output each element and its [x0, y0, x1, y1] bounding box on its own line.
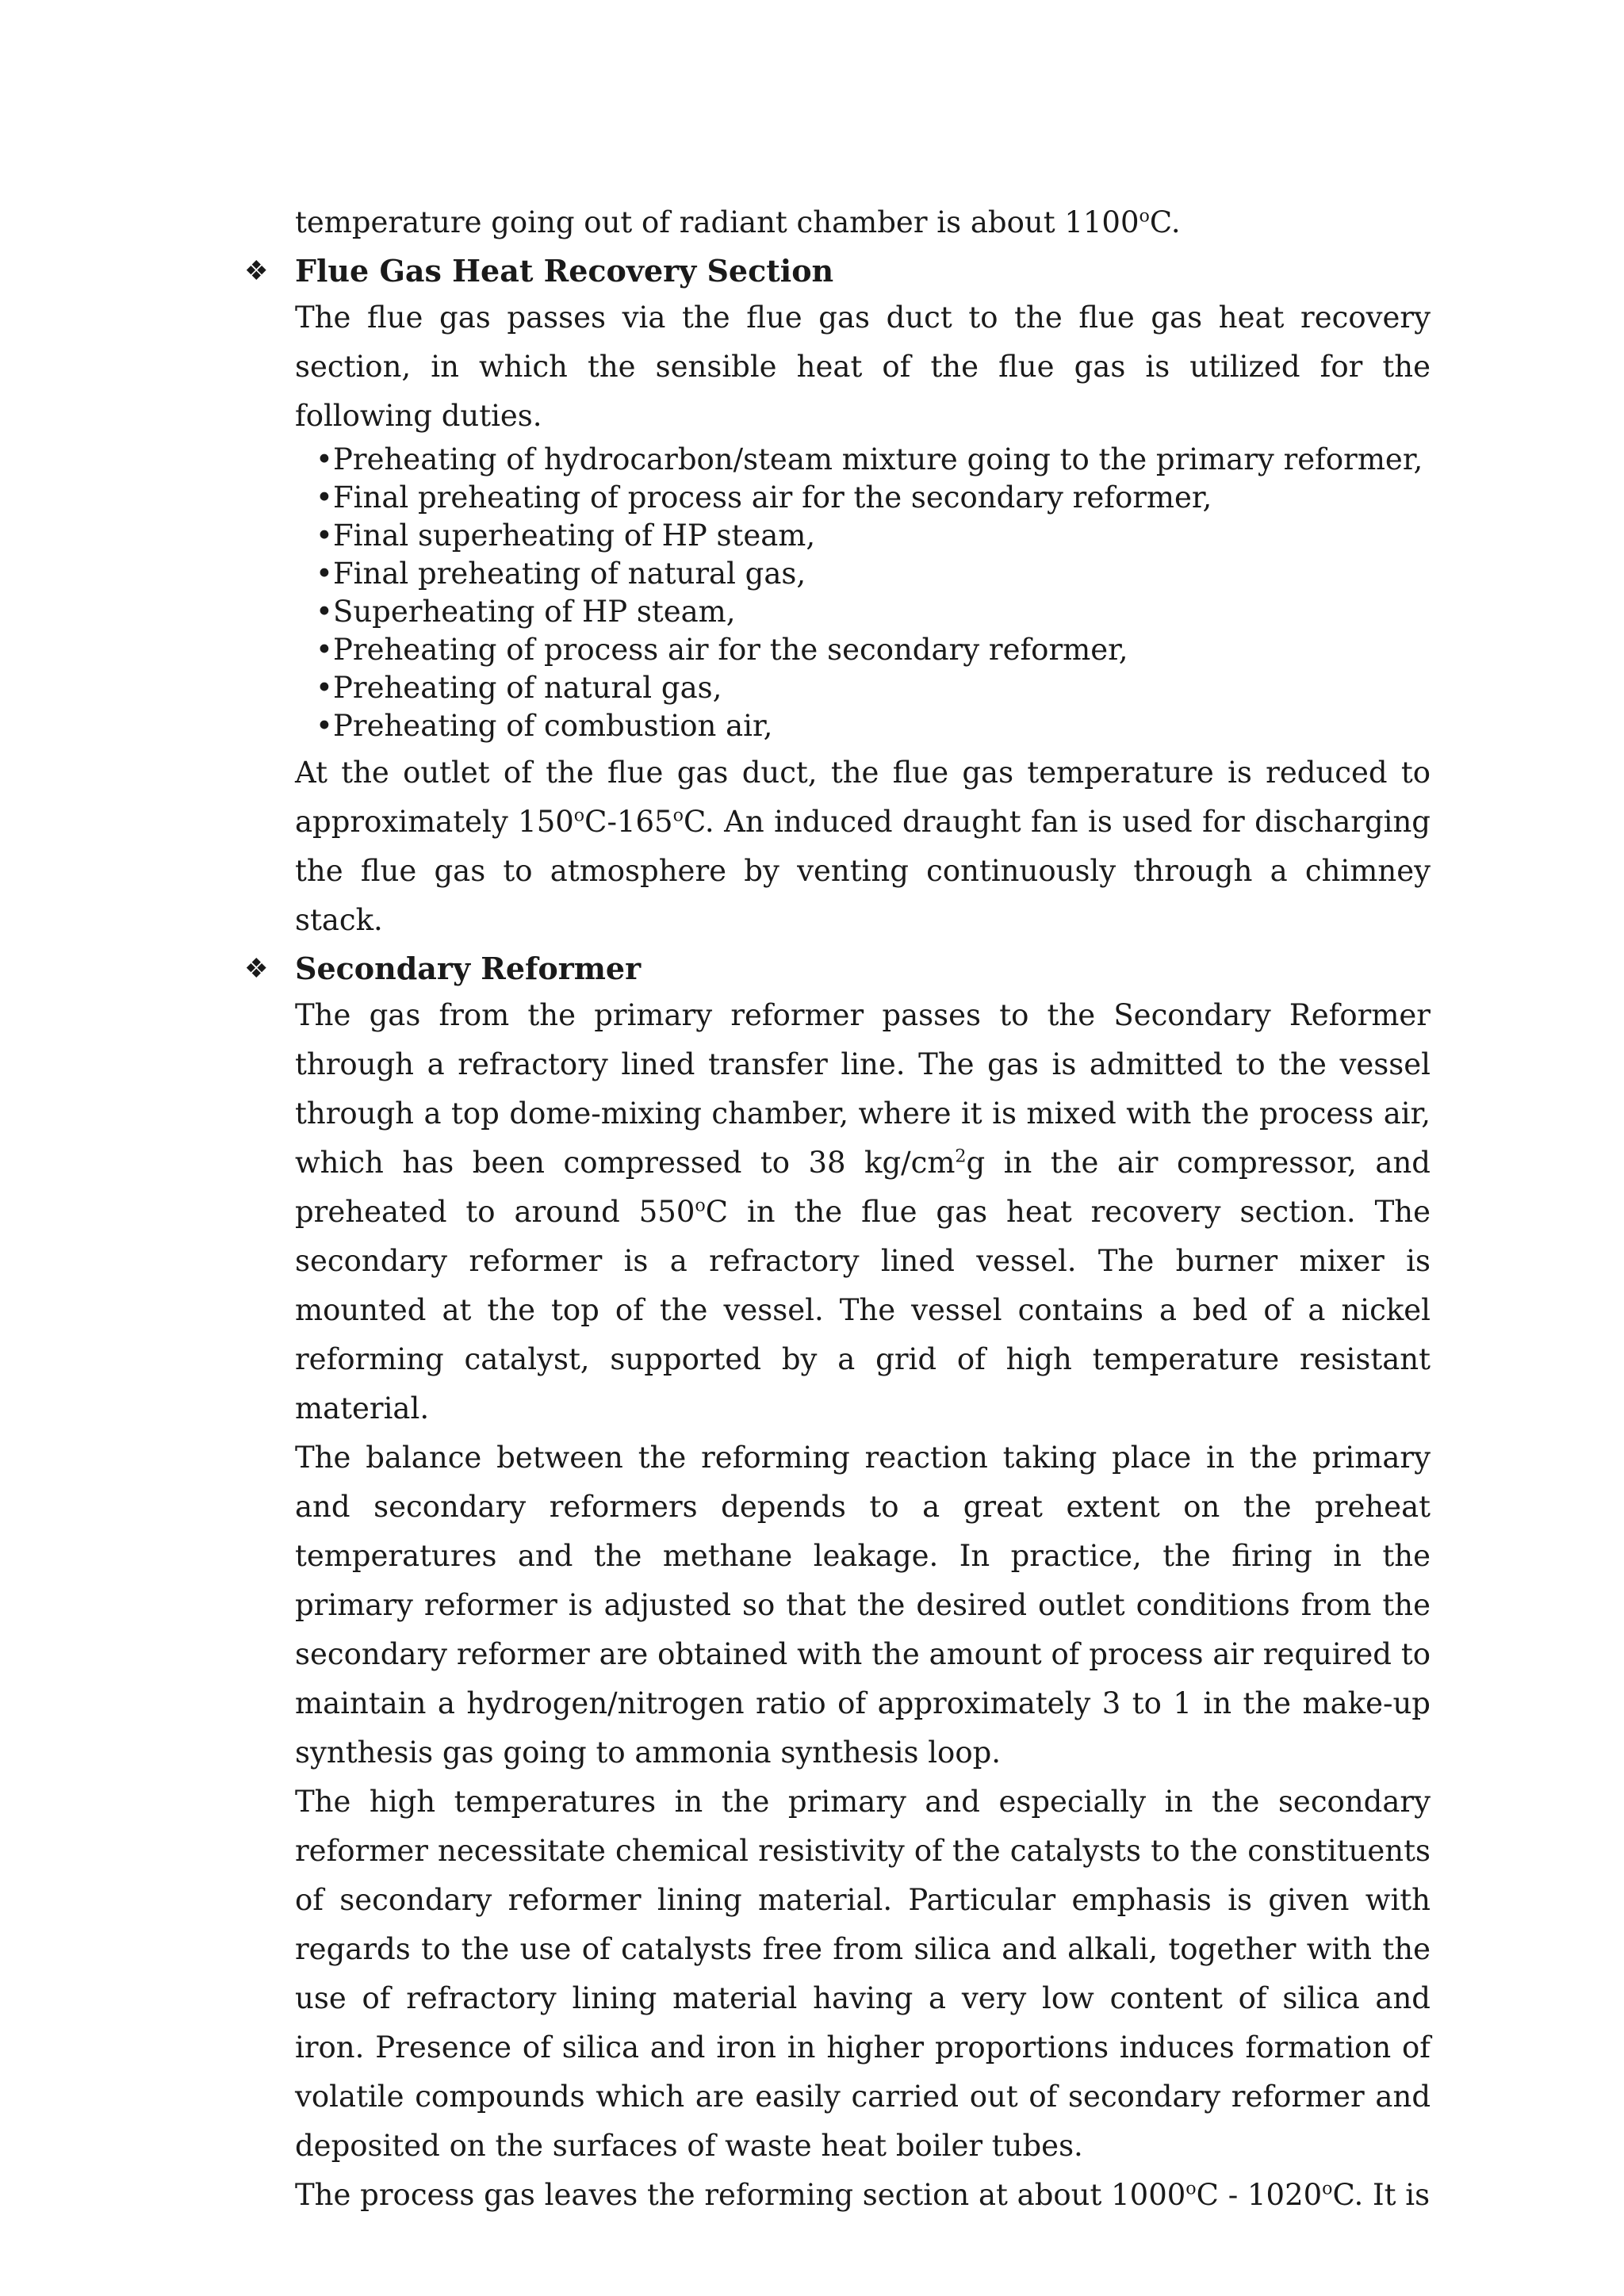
list-item: •Superheating of HP steam,: [316, 593, 1431, 631]
list-item: •Final preheating of process air for the secondary reformer,: [316, 479, 1431, 517]
secondary-reformer-paragraph-2: The balance between the reforming reaction taking place in the primary and secondary reformers depends to a great extent on the preheat temperatures and the methane leakage. In practice, the firing in the primary reformer is adjusted so that the desired outlet conditions from the secondary reformer are obtained with the amount of process air required to maintain a hydrogen/nitrogen ratio of approximately 3 to 1 in the make-up synthesis gas going to ammonia synthesis loop.: [295, 1441, 1431, 1770]
secondary-reformer-heading: [244, 947, 1431, 991]
flue-gas-heading-text: Flue Gas Heat Recovery Section: [295, 253, 834, 289]
bullet-dot-icon: •: [316, 595, 333, 629]
flue-gas-outlet-paragraph: At the outlet of the flue gas duct, the flue gas temperature is reduced to approximately 150$^o$C-165$^o$C. An induced draught fan is used for discharging the flue gas to atmosphere by venting continuously through a chimney stack.: [295, 756, 1431, 937]
diamond-bullet-icon: ❖: [244, 953, 269, 985]
list-item: •Preheating of process air for the secondary reformer,: [316, 631, 1431, 669]
list-item: •Preheating of hydrocarbon/steam mixture going to the primary reformer,: [316, 441, 1431, 479]
list-item: •Final preheating of natural gas,: [316, 555, 1431, 593]
secondary-reformer-paragraph-1: The gas from the primary reformer passes to the Secondary Reformer through a refractory lined transfer line. The gas is admitted to the vessel through a top dome-mixing chamber, where it is mixed with the process air, which has been compressed to 38 $kg/cm^2g$ in the air compressor, and preheated to around 550$^o$C in the flue gas heat recovery section. The secondary reformer is a refractory lined vessel. The burner mixer is mounted at the top of the vessel. The vessel contains a bed of a nickel reforming catalyst, supported by a grid of high temperature resistant material.: [295, 998, 1431, 1425]
list-item: •Preheating of combustion air,: [316, 707, 1431, 745]
list-item: •Final superheating of HP steam,: [316, 517, 1431, 555]
bullet-dot-icon: •: [316, 442, 333, 476]
bullet-dot-icon: •: [316, 480, 333, 515]
flue-gas-duties-list: [295, 441, 1431, 745]
intro-line: temperature going out of radiant chamber is about 1100$^o$C.: [295, 205, 1181, 239]
page-content: [244, 198, 1431, 2220]
bullet-dot-icon: •: [316, 557, 333, 591]
flue-gas-intro-paragraph: The flue gas passes via the flue gas duct to the flue gas heat recovery section, in which the sensible heat of the flue gas is utilized for the following duties.: [295, 300, 1431, 433]
bullet-dot-icon: •: [316, 519, 333, 553]
flue-gas-heading: [244, 249, 1431, 293]
secondary-reformer-paragraph-4: The process gas leaves the reforming section at about 1000$^o$C - 1020$^o$C. It is: [295, 2178, 1431, 2212]
diamond-bullet-icon: ❖: [244, 255, 269, 287]
bullet-dot-icon: •: [316, 709, 333, 743]
secondary-reformer-paragraph-3: The high temperatures in the primary and especially in the secondary reformer necessitate chemical resistivity of the catalysts to the constituents of secondary reformer lining material. Particular emphasis is given with regards to the use of catalysts free from silica and alkali, together with the use of refractory lining material having a very low content of silica and iron. Presence of silica and iron in higher proportions induces formation of volatile compounds which are easily carried out of secondary reformer and deposited on the surfaces of waste heat boiler tubes.: [295, 1785, 1431, 2163]
bullet-dot-icon: •: [316, 633, 333, 667]
list-item: •Preheating of natural gas,: [316, 669, 1431, 707]
secondary-reformer-heading-text: Secondary Reformer: [295, 951, 642, 986]
bullet-dot-icon: •: [316, 671, 333, 705]
